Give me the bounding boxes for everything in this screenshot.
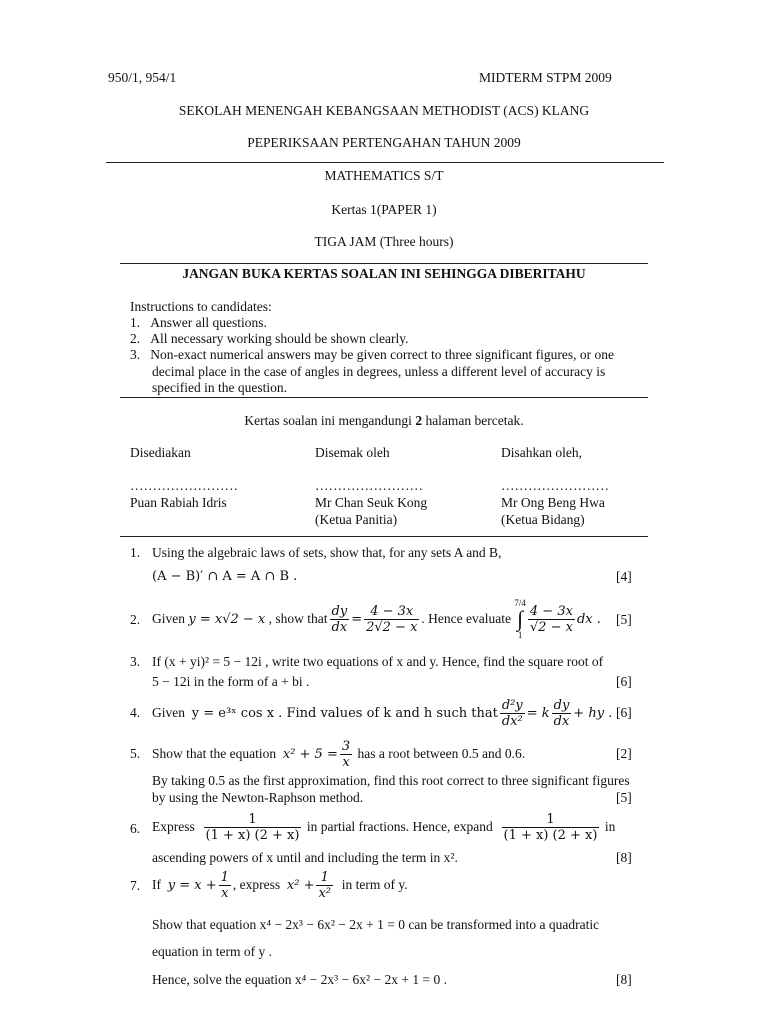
warning-text: JANGAN BUKA KERTAS SOALAN INI SEHINGGA DIBERITAHU — [182, 266, 586, 281]
question-text: Given y = e³ˣ cos x . Find values of k and h such that $\frac{\text{d²y}}{\text{dx²}}$ = k $\frac{dy}{dx}$ + hy . — [152, 697, 613, 729]
question-marks: [5] — [616, 612, 632, 627]
question-number: 1. — [130, 545, 141, 560]
question-marks: [5] — [616, 790, 632, 805]
instruction-item: 1. Answer all questions. — [130, 315, 267, 330]
question-text: If y = x + $\frac{1}{x}$ , express x² + $\frac{1}{\text{x²}}$ in term of y. — [152, 869, 408, 901]
question-number: 2. — [130, 612, 141, 627]
instruction-item-cont: specified in the question. — [152, 380, 287, 395]
question-text: ascending powers of x until and including the term in x². — [152, 850, 458, 865]
signatory-name: Mr Chan Seuk Kong — [315, 495, 428, 510]
question-marks: [8] — [616, 972, 632, 987]
signatory-name: Mr Ong Beng Hwa — [501, 495, 605, 510]
question-text: If (x + yi)² = 5 − 12i , write two equations of x and y. Hence, find the square root of — [152, 654, 604, 669]
divider — [106, 162, 664, 163]
exam-label: MIDTERM STPM 2009 — [479, 70, 612, 85]
pages-note: Kertas soalan ini mengandungi 2 halaman bercetak. — [244, 413, 524, 428]
fraction: $\frac{1}{(1 + x) (2 + x)}$ — [503, 811, 598, 843]
paper-code: 950/1, 954/1 — [108, 70, 177, 85]
question-marks: [6] — [616, 674, 632, 689]
question-marks: [4] — [616, 569, 632, 584]
paper-label: Kertas 1(PAPER 1) — [331, 202, 437, 217]
question-text: by using the Newton-Raphson method. — [152, 790, 364, 805]
question-text: Express $\frac{1}{(1 + x) (2 + x)}$ in partial fractions. Hence, expand $\frac{1}{(1 + x) (2 + x)}$ in — [152, 811, 616, 843]
divider — [120, 397, 648, 398]
derivative-fraction: $\frac{dy}{dx}$ — [553, 697, 570, 729]
question-number: 5. — [130, 746, 141, 761]
question-text: By taking 0.5 as the first approximation, find this root correct to three significant figures — [152, 773, 630, 788]
fraction: $\frac{1}{x}$ — [220, 869, 229, 901]
signatory-title: (Ketua Bidang) — [501, 512, 585, 527]
signatory-name: Puan Rabiah Idris — [130, 495, 227, 510]
exam-title: PEPERIKSAAN PERTENGAHAN TAHUN 2009 — [247, 135, 521, 150]
fraction: $\frac{1}{\text{x²}}$ — [318, 869, 332, 901]
signatory-role: Disediakan — [130, 445, 191, 460]
fraction: $\frac{3}{x}$ — [341, 738, 351, 770]
result-fraction: $\frac{4 - 3x}{2√2 - x}$ — [366, 603, 418, 635]
question-text: 5 − 12i in the form of a + bi . — [152, 674, 310, 689]
instruction-item-cont: decimal place in the case of angles in degrees, unless a different level of accuracy is — [152, 364, 606, 379]
signature-dots: …………………… — [501, 478, 609, 493]
question-text: Show that equation x⁴ − 2x³ − 6x² − 2x + 1 = 0 can be transformed into a quadratic — [152, 917, 600, 932]
question-marks: [6] — [616, 705, 632, 720]
signatory-role: Disemak oleh — [315, 445, 390, 460]
school-name: SEKOLAH MENENGAH KEBANGSAAN METHODIST (ACS) KLANG — [178, 103, 590, 118]
integral-sign: 7/4 ∫ 1 — [514, 598, 526, 640]
divider — [120, 536, 648, 537]
fraction: $\frac{1}{(1 + x) (2 + x)}$ — [205, 811, 300, 843]
duration: TIGA JAM (Three hours) — [314, 234, 454, 249]
question-number: 3. — [130, 654, 141, 669]
derivative-fraction: $\frac{dy}{dx}$ — [331, 603, 348, 635]
signatory-title: (Ketua Panitia) — [315, 512, 398, 527]
instruction-item: 3. Non-exact numerical answers may be given correct to three significant figures, or one — [130, 347, 614, 362]
question-text: Using the algebraic laws of sets, show that, for any sets A and B, — [152, 545, 502, 560]
question-marks: [2] — [616, 746, 632, 761]
second-derivative-fraction: $\frac{\text{d²y}}{\text{dx²}}$ — [501, 697, 523, 729]
integrand-fraction: $\frac{4 - 3x}{√2 - x}$ — [529, 603, 573, 635]
question-expression: (A − B)′ ∩ A = A ∩ B . — [152, 569, 298, 584]
signatory-role: Disahkan oleh, — [501, 445, 582, 460]
question-number: 6. — [130, 821, 141, 836]
question-number: 4. — [130, 705, 141, 720]
question-text: Given y = x√2 − x , show that $\frac{dy}{dx}$ = $\frac{4 - 3x}{2√2 - x}$ . Hence evaluate 7/4 ∫ 1 $\frac{4 - 3x}{√2 - x}$ dx . — [152, 598, 601, 640]
signature-dots: …………………… — [130, 478, 238, 493]
question-text: Hence, solve the equation x⁴ − 2x³ − 6x² − 2x + 1 = 0 . — [152, 972, 447, 987]
question-text: equation in term of y . — [152, 944, 272, 959]
question-text: Show that the equation x² + 5 = $\frac{3}{x}$ has a root between 0.5 and 0.6. — [152, 738, 526, 770]
question-marks: [8] — [616, 850, 632, 865]
instructions-title: Instructions to candidates: — [130, 299, 272, 314]
divider — [120, 263, 648, 264]
subject: MATHEMATICS S/T — [324, 168, 444, 183]
signature-dots: …………………… — [315, 478, 423, 493]
instruction-item: 2. All necessary working should be shown clearly. — [130, 331, 409, 346]
question-number: 7. — [130, 878, 141, 893]
